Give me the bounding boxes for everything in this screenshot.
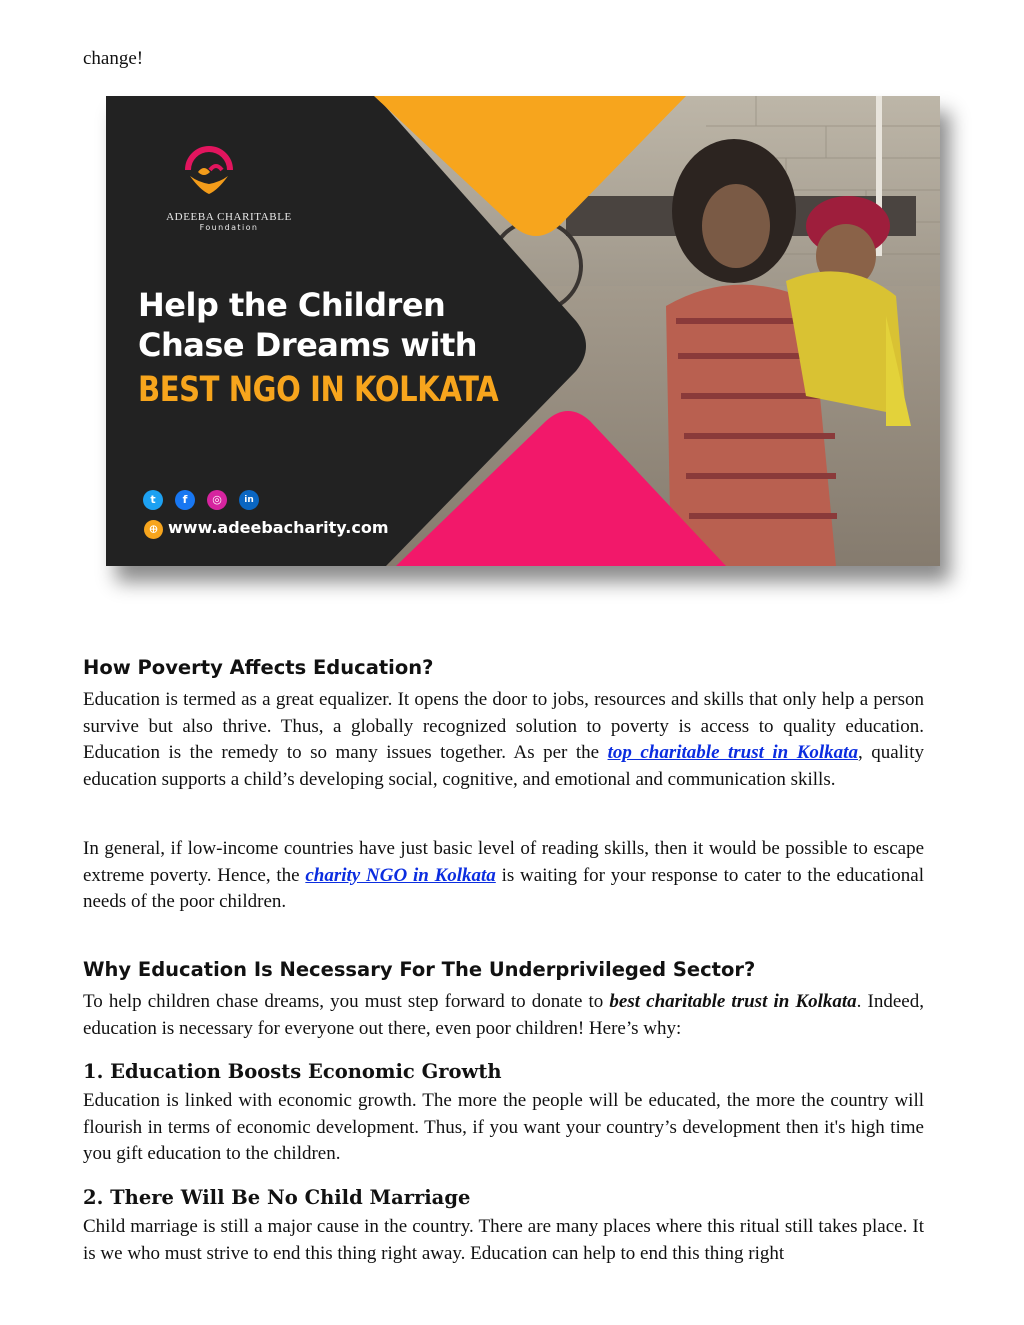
facebook-icon: f bbox=[175, 490, 195, 510]
section-heading-why-education: Why Education Is Necessary For The Underprivileged Sector? bbox=[83, 958, 756, 981]
paragraph-child-marriage: Child marriage is still a major cause in the country. There are many places where this ritual still takes place. It is we who must strive to end this thing right away. Education can help to end this thing right bbox=[83, 1216, 924, 1264]
paragraph-text: In general, if low-income countries have just basic level of reading skills, then it would be possible to escape extreme poverty. Hence, the bbox=[83, 838, 924, 886]
paragraph-text: Education is termed as a great equalizer. It opens the door to jobs, resources and skills that only help a person survive but also thrive. Thus, a globally recognized solution to poverty is access to quality education. Education is the remedy to so many issues together. As per the bbox=[83, 689, 924, 763]
org-name-subtitle: Foundation bbox=[199, 223, 259, 232]
paragraph-why-education bbox=[83, 989, 924, 1042]
paragraph-poverty-2 bbox=[83, 836, 924, 916]
foundation-logo bbox=[180, 142, 238, 200]
subheading-child-marriage: 2. There Will Be No Child Marriage bbox=[83, 1186, 471, 1209]
paragraph-economic-growth: Education is linked with economic growth. The more the people will be educated, the more the country will flourish in terms of economic development. Thus, if you want your country’s development then it's high time you gift education to the children. bbox=[83, 1090, 924, 1164]
subheading-economic-growth: 1. Education Boosts Economic Growth bbox=[83, 1060, 502, 1083]
twitter-icon: t bbox=[143, 490, 163, 510]
banner-headline-highlight: BEST NGO IN KOLKATA bbox=[138, 370, 499, 410]
paragraph-text: is waiting for your response to cater to the educational needs of the poor children. bbox=[83, 864, 924, 912]
charity-ngo-link[interactable]: charity NGO in Kolkata bbox=[305, 864, 496, 886]
top-charitable-trust-link[interactable]: top charitable trust in Kolkata bbox=[607, 742, 858, 763]
emphasized-text: best charitable trust in Kolkata bbox=[609, 991, 857, 1012]
paragraph-text: . Indeed, education is necessary for everyone out there, even poor children! Here’s why: bbox=[83, 991, 924, 1039]
org-name: ADEEBA CHARITABLE bbox=[166, 211, 292, 223]
linkedin-icon: in bbox=[239, 490, 259, 510]
website-url: www.adeebacharity.com bbox=[168, 518, 389, 537]
instagram-icon: ◎ bbox=[207, 490, 227, 510]
paragraph-poverty-1 bbox=[83, 687, 924, 793]
banner-image bbox=[106, 96, 940, 566]
paragraph-text: To help children chase dreams, you must step forward to donate to bbox=[83, 991, 610, 1012]
banner-headline-line2: Chase Dreams with bbox=[138, 326, 478, 364]
continued-text-fragment: change! bbox=[83, 48, 144, 69]
section-heading-poverty: How Poverty Affects Education? bbox=[83, 656, 434, 679]
paragraph-text: , quality education supports a child’s developing social, cognitive, and emotional and communication skills. bbox=[83, 742, 924, 790]
banner-headline-line1: Help the Children bbox=[138, 286, 446, 324]
globe-icon: ⊕ bbox=[144, 520, 163, 539]
